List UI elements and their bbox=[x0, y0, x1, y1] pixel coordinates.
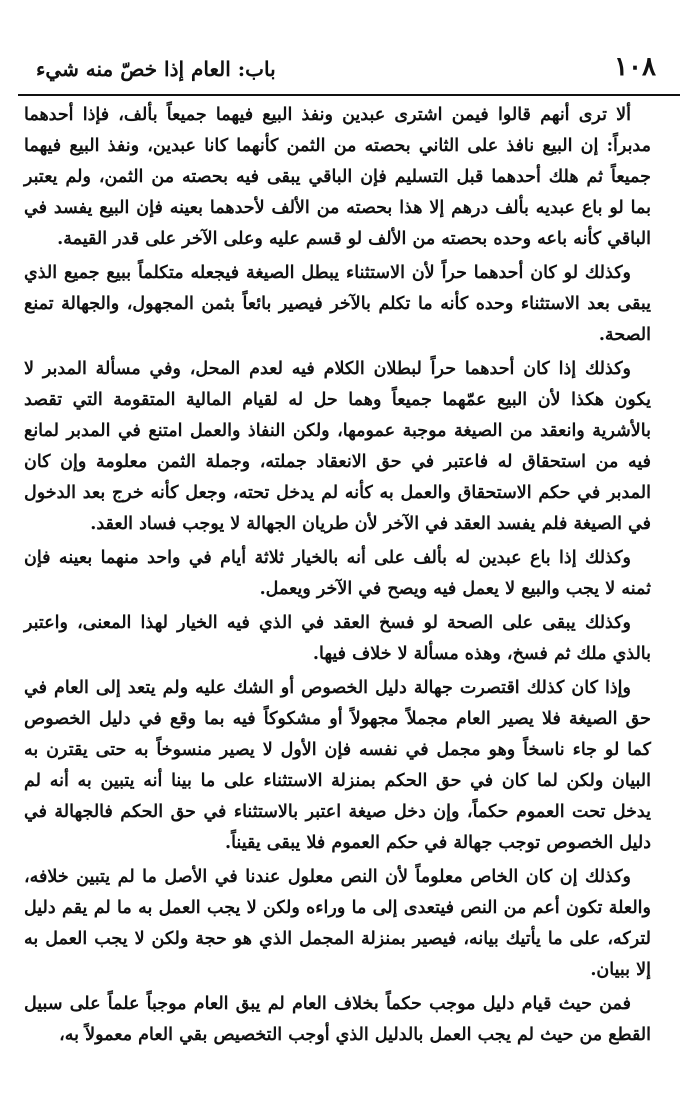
paragraph-5: وكذلك يبقى على الصحة لو فسخ العقد في الذي فيه الخيار لهذا المعنى، واعتبر بالذي ملك ثم فسخ، وهذه مسألة لا خلاف فيها. bbox=[24, 613, 651, 664]
running-head bbox=[18, 50, 680, 84]
paragraph-7: وكذلك إن كان الخاص معلوماً لأن النص معلول عندنا في الأصل ما لم يتبين خلافه، والعلة تكون أعم من النص فيتعدى إلى ما وراءه ولكن لا يجب العمل به ما لم يقم دليل لتركه، على ما يأتيك بيانه، فيصير بمنزلة المجمل الذي هو حجة ولكن لا يجب العمل به إلا ببيان. bbox=[24, 867, 651, 980]
paragraph-6: وإذا كان كذلك اقتصرت جهالة دليل الخصوص أو الشك عليه ولم يتعد إلى العام في حق الصيغة فلا يصير العام مجملاً مجهولاً أو مشكوكاً فيه بما وقع في دليل الخصوص كما لو جاء ناسخاً وهو مجمل في نفسه فإن الأول لا يصير منسوخاً به حتى يقترن به البيان ولكن لما كان في حق الحكم بمنزلة الاستثناء على ما بينا أنه يتبين به أنه لم يدخل تحت العموم حكماً، وإن دخل صيغة اعتبر بالاستثناء في حق الحكم فالجهالة في دليل الخصوص توجب جهالة في حكم العموم فلا يبقى يقيناً. bbox=[24, 678, 651, 853]
body-text bbox=[24, 100, 651, 1087]
paragraph-4: وكذلك إذا باع عبدين له بألف على أنه بالخيار ثلاثة أيام في واحد منهما بعينه فإن ثمنه لا يجب والبيع لا يعمل فيه ويصح في الآخر ويعمل. bbox=[24, 548, 651, 599]
paragraph-1: ألا ترى أنهم قالوا فيمن اشترى عبدين ونفذ البيع فيهما جميعاً بألف، فإذا أحدهما مدبراً: إن البيع نافذ على الثاني بحصته من الثمن كأنهما كانا عبدين، ونفذ البيع فيهما جميعاً ثم هلك أحدهما قبل التسليم فإن الباقي يبقى فيه بحصته من الثمن، ولم يعتبر بما لو باع عبديه بألف درهم إلا هذا بحصته من الألف لأحدهما بعينه فإن البيع يفسد في الباقي كأنه باعه وحده بحصته من الألف لو قسم عليه وعلى الآخر على قدر القيمة. bbox=[24, 105, 651, 249]
chapter-title: باب: العام إذا خصّ منه شيء bbox=[36, 57, 276, 81]
page-number: ١٠٨ bbox=[614, 52, 656, 82]
paragraph-8: فمن حيث قيام دليل موجب حكماً بخلاف العام لم يبق العام موجباً علماً على سبيل القطع من حيث لم يجب العمل بالدليل الذي أوجب التخصيص بقي العام معمولاً به، bbox=[24, 994, 651, 1045]
paragraph-3: وكذلك إذا كان أحدهما حراً لبطلان الكلام فيه لعدم المحل، وفي مسألة المدبر لا يكون هكذا لأن البيع عمّهما جميعاً وهما حل له لقيام المالية المتقومة التي تقصد بالأشرية وانعقد من الصيغة موجبة عمومها، ولكن النفاذ والعمل امتنع في المدبر لمانع فيه من استحقاق له فاعتبر في حق الانعقاد جملته، وجملة الثمن معلومة وإن كان المدبر في حكم الاستحقاق والعمل به كأنه لم يدخل تحته، وجعل كأنه خرج بعد الدخول في الصيغة فلم يفسد العقد في الآخر لأن طريان الجهالة لا يوجب فساد العقد. bbox=[24, 359, 651, 534]
paragraph-2: وكذلك لو كان أحدهما حراً لأن الاستثناء يبطل الصيغة فيجعله متكلماً ببيع جميع الذي يبقى بعد الاستثناء وحده كأنه ما تكلم بالآخر فيصير بائعاً بثمن المجهول، والجهالة تمنع الصحة. bbox=[24, 263, 651, 345]
header-divider bbox=[18, 94, 680, 96]
